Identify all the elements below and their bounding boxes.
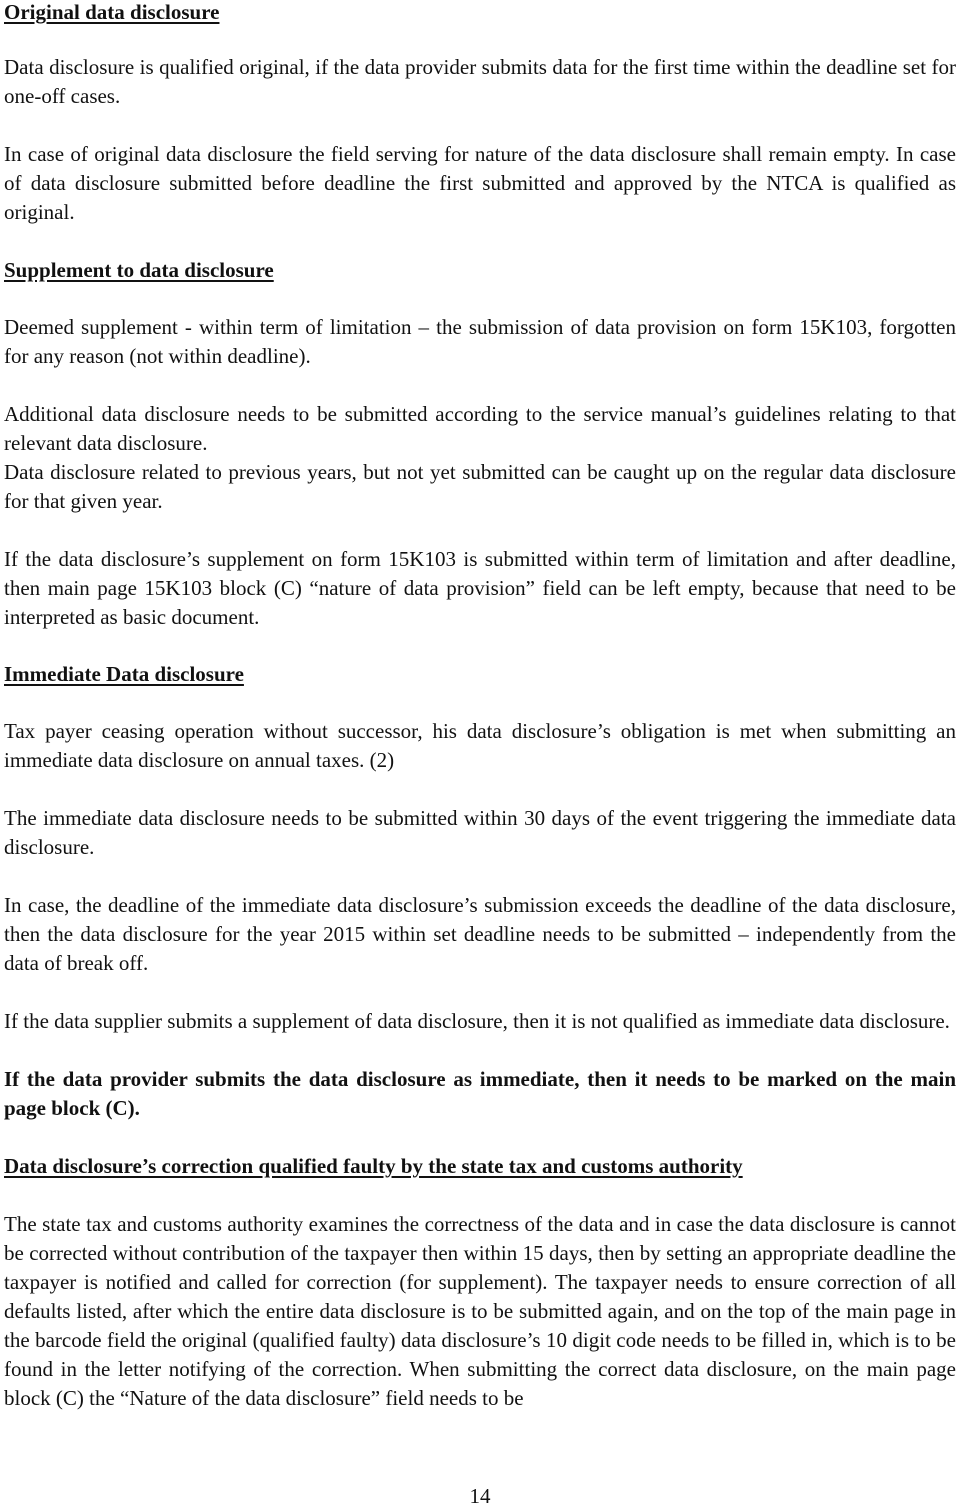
paragraph-deadline-exceeds: In case, the deadline of the immediate data disclosure’s submission exceeds the deadline of the data disclosure, then the data disclosure for the year 2015 within set deadline needs to be submitted – independently from the data of break off. [4, 893, 956, 975]
heading-supplement-to-data-disclosure: Supplement to data disclosure [4, 258, 274, 282]
paragraph-authority-examines: The state tax and customs authority examines the correctness of the data and in case the data disclosure is cannot be corrected without contribution of the taxpayer then within 15 days, then by setting an appropriate deadline the taxpayer is notified and called for correction (for supplement). The taxpayer needs to ensure correction of all defaults listed, after which the entire data disclosure is to be submitted again, and on the top of the main page in the barcode field the original (qualified faulty) data disclosure’s 10 digit code needs to be filled in, which is to be found in the letter notifying of the correction. When submitting the correct data disclosure, on the main page block (C) the “Nature of the data disclosure” field needs to be [4, 1212, 956, 1410]
paragraph-within-30-days: The immediate data disclosure needs to be submitted within 30 days of the event triggering the immediate data disclosure. [4, 806, 956, 859]
paragraph-original-field-empty: In case of original data disclosure the field serving for nature of the data disclosure shall remain empty. In case of data disclosure submitted before deadline the first submitted and approved by the NTCA is qualified as original. [4, 142, 956, 224]
paragraph-marked-on-main-page: If the data provider submits the data disclosure as immediate, then it needs to be marked on the main page block (C). [4, 1067, 956, 1120]
page-number: 14 [469, 1484, 491, 1508]
paragraph-ceasing-operation: Tax payer ceasing operation without successor, his data disclosure’s obligation is met when submitting an immediate data disclosure on annual taxes. (2) [4, 719, 956, 772]
paragraph-deemed-supplement: Deemed supplement - within term of limitation – the submission of data provision on form 15K103, forgotten for any reason (not within deadline). [4, 315, 956, 368]
heading-correction-qualified-faulty: Data disclosure’s correction qualified faulty by the state tax and customs authority [4, 1154, 743, 1178]
heading-original-data-disclosure: Original data disclosure [4, 0, 220, 24]
paragraph-original-definition: Data disclosure is qualified original, if the data provider submits data for the first time within the deadline set for one-off cases. [4, 55, 956, 108]
paragraph-supplement-not-immediate: If the data supplier submits a supplement of data disclosure, then it is not qualified as immediate data disclosure. [4, 1009, 950, 1033]
paragraph-supplement-15k103: If the data disclosure’s supplement on form 15K103 is submitted within term of limitation and after deadline, then main page 15K103 block (C) “nature of data provision” field can be left empty, because that need to be interpreted as basic document. [4, 547, 956, 629]
heading-immediate-data-disclosure: Immediate Data disclosure [4, 662, 244, 686]
paragraph-previous-years: Data disclosure related to previous years, but not yet submitted can be caught up on the regular data disclosure for that given year. [4, 460, 956, 513]
paragraph-additional-disclosure: Additional data disclosure needs to be submitted according to the service manual’s guidelines relating to that relevant data disclosure. [4, 402, 956, 455]
